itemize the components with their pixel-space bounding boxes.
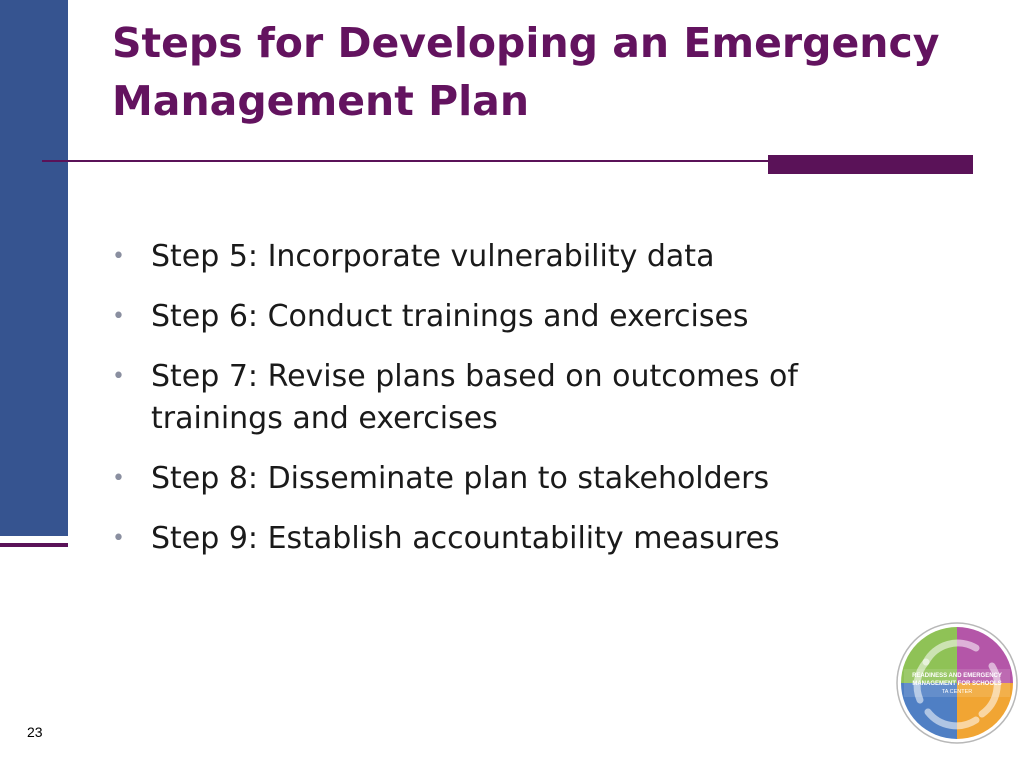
bullet-dot-icon: • <box>112 526 125 551</box>
left-accent-bar <box>0 0 68 536</box>
title-divider-thin <box>42 160 770 162</box>
bullet-text: Step 8: Disseminate plan to stakeholders <box>151 461 770 496</box>
title-divider-thick <box>768 155 973 174</box>
logo-text-line2: MANAGEMENT FOR SCHOOLS <box>912 681 1002 687</box>
bullet-dot-icon: • <box>112 244 125 269</box>
bullet-text: Step 5: Incorporate vulnerability data <box>151 239 715 274</box>
bullet-dot-icon: • <box>112 304 125 329</box>
bullet-text: Step 6: Conduct trainings and exercises <box>151 299 749 334</box>
left-accent-line <box>0 543 68 547</box>
logo-text-line1: READINESS AND EMERGENCY <box>912 673 1002 679</box>
bullet-item <box>112 236 892 278</box>
slide-title: Steps for Developing an Emergency Management Plan <box>112 19 940 125</box>
bullet-text: Step 9: Establish accountability measures <box>151 521 780 556</box>
bullet-item <box>112 356 892 440</box>
rems-ta-center-logo <box>896 622 1018 744</box>
bullet-dot-icon: • <box>112 466 125 491</box>
bullet-list <box>112 236 892 578</box>
logo-text-line3: TA CENTER <box>941 689 973 695</box>
bullet-item <box>112 458 892 500</box>
bullet-item <box>112 518 892 560</box>
bullet-item <box>112 296 892 338</box>
bullet-text: Step 7: Revise plans based on outcomes of trainings and exercises <box>151 359 798 436</box>
bullet-dot-icon: • <box>112 364 125 389</box>
page-number: 23 <box>27 724 43 740</box>
